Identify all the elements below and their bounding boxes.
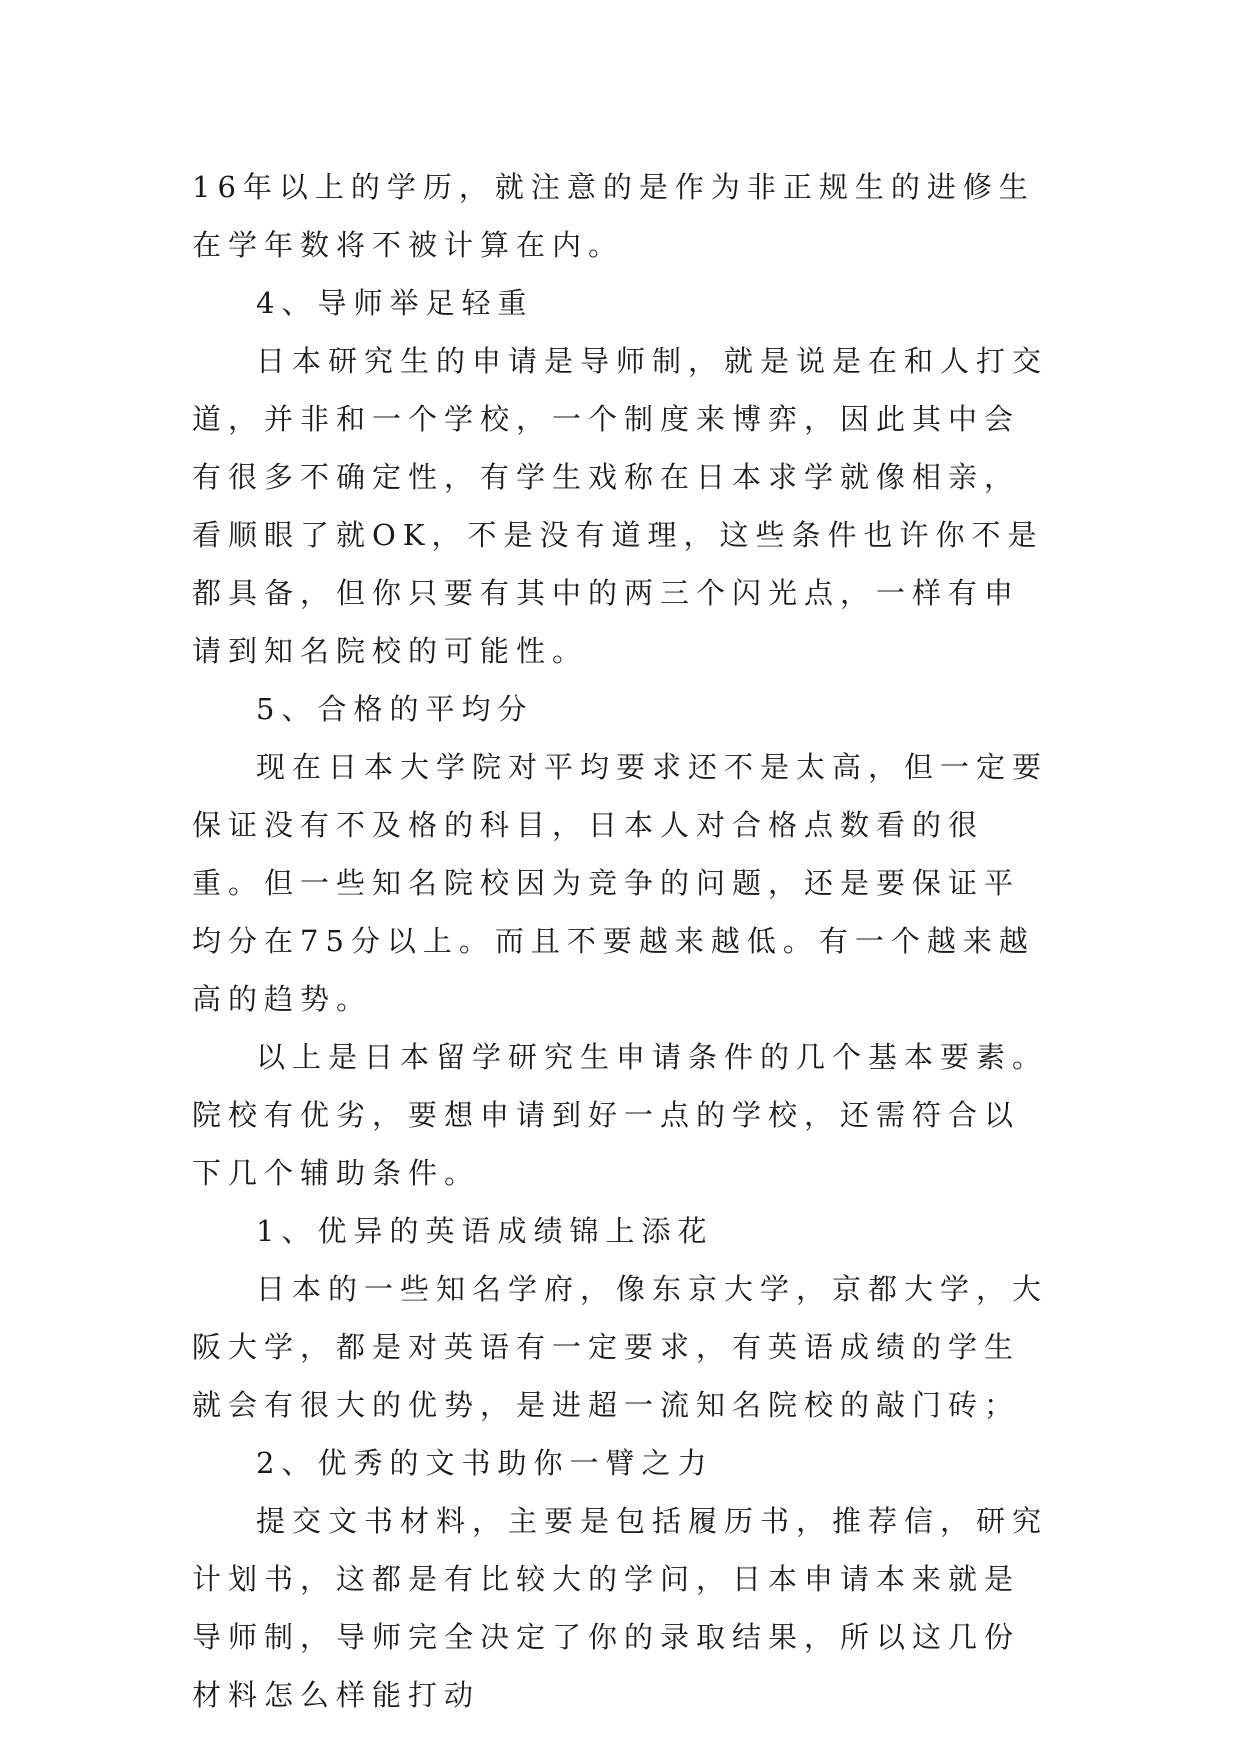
paragraph-summary: 以上是日本留学研究生申请条件的几个基本要素。院校有优劣，要想申请到好一点的学校，还需符合以下几个辅助条件。 — [192, 1040, 1049, 1190]
paragraph-mentor: 日本研究生的申请是导师制，就是说是在和人打交道，并非和一个学校，一个制度来博弈，因此其中会有很多不确定性，有学生戏称在日本求学就像相亲，看顺眼了就OK，不是没有道理，这些条件也许你不是都具备，但你只要有其中的两三个闪光点，一样有申请到知名院校的可能性。 — [192, 344, 1049, 668]
section-heading-mentor: 4、导师举足轻重 — [256, 286, 534, 320]
paragraph-average-score: 现在日本大学院对平均要求还不是太高，但一定要保证没有不及格的科目，日本人对合格点数看的很重。但一些知名院校因为竞争的问题，还是要保证平均分在75分以上。而且不要越来越低。有一个越来越高的趋势。 — [192, 750, 1049, 1016]
section-heading-average-score: 5、合格的平均分 — [256, 692, 534, 726]
section-heading-english: 1、优异的英语成绩锦上添花 — [256, 1214, 714, 1248]
paragraph-english: 日本的一些知名学府，像东京大学，京都大学，大阪大学，都是对英语有一定要求，有英语成绩的学生就会有很大的优势，是进超一流知名院校的敲门砖； — [192, 1272, 1049, 1422]
document-body — [192, 158, 1052, 1724]
paragraph-continuation: 16年以上的学历，就注意的是作为非正规生的进修生在学年数将不被计算在内。 — [192, 170, 1035, 262]
paragraph-documents: 提交文书材料，主要是包括履历书，推荐信，研究计划书，这都是有比较大的学问，日本申请本来就是导师制，导师完全决定了你的录取结果，所以这几份材料怎么样能打动 — [192, 1504, 1049, 1712]
section-heading-documents: 2、优秀的文书助你一臂之力 — [256, 1446, 714, 1480]
